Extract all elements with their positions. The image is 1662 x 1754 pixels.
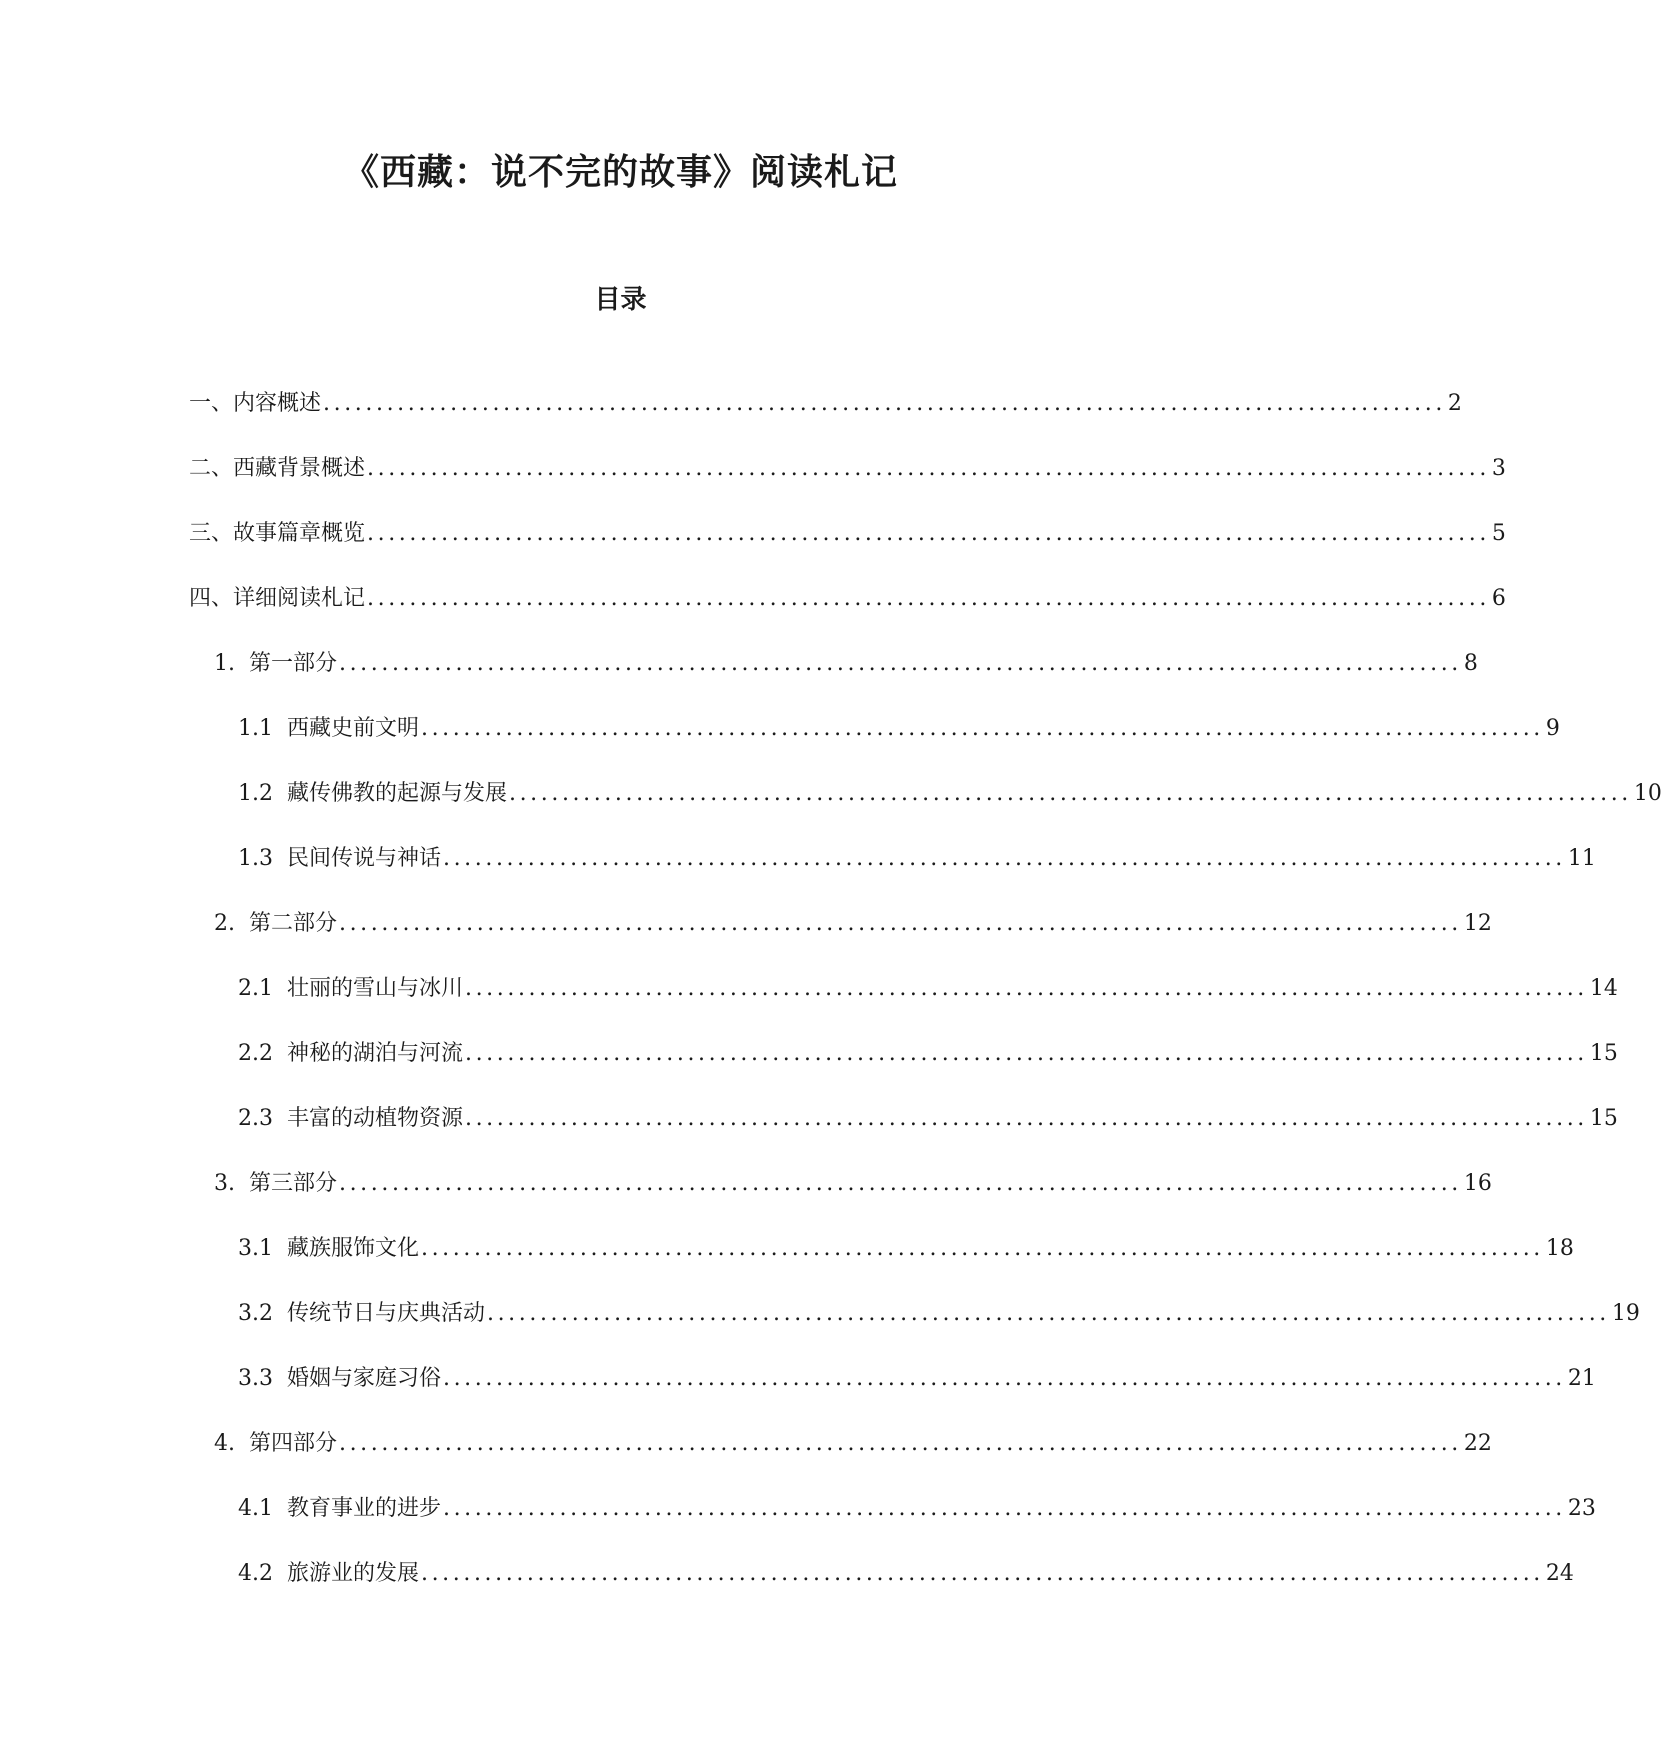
- toc-dot-leader: ..........................................................................................................: [487, 1301, 1610, 1326]
- toc-entry-page: 14: [1589, 976, 1618, 1001]
- toc-dot-leader: ..........................................................................................................: [367, 586, 1490, 611]
- toc-dot-leader: ..........................................................................................................: [339, 911, 1462, 936]
- toc-entry-label: 第四部分: [248, 1431, 337, 1456]
- toc-entry-number: 3.1: [238, 1236, 287, 1261]
- toc-entry-page: 15: [1589, 1106, 1618, 1131]
- toc-entry-number: 2.3: [238, 1106, 287, 1131]
- toc-entry-page: 6: [1491, 586, 1506, 611]
- toc-entry[interactable]: [238, 971, 1618, 1007]
- toc-entry-page: 24: [1545, 1561, 1574, 1586]
- toc-entry-number: 2.: [214, 911, 249, 936]
- toc-dot-leader: ..........................................................................................................: [509, 781, 1632, 806]
- toc-entry-label: 教育事业的进步: [286, 1496, 441, 1521]
- toc-entry-label: 第一部分: [248, 651, 337, 676]
- toc-dot-leader: ..........................................................................................................: [339, 1171, 1462, 1196]
- toc-entry-number: 三、: [189, 521, 234, 546]
- toc-entry-page: 8: [1463, 651, 1478, 676]
- toc-entry[interactable]: [238, 1101, 1618, 1137]
- toc-entry-label: 神秘的湖泊与河流: [286, 1041, 463, 1066]
- toc-entry-page: 3: [1491, 456, 1506, 481]
- toc-heading: 目录: [594, 285, 647, 315]
- toc-dot-leader: ..........................................................................................................: [367, 456, 1490, 481]
- toc-entry-number: 4.2: [238, 1561, 287, 1586]
- toc-entry-label: 内容概述: [233, 391, 322, 416]
- toc-entry-label: 详细阅读札记: [233, 586, 366, 611]
- toc-dot-leader: ..........................................................................................................: [339, 651, 1462, 676]
- toc-entry[interactable]: [238, 711, 1560, 747]
- toc-entry-number: 3.3: [238, 1366, 287, 1391]
- toc-entry-page: 22: [1463, 1431, 1492, 1456]
- document-title: 《西藏：说不完的故事》阅读札记: [342, 151, 898, 193]
- toc-entry-label: 婚姻与家庭习俗: [286, 1366, 441, 1391]
- toc-entry[interactable]: [189, 451, 1506, 487]
- toc-entry-page: 11: [1567, 846, 1596, 871]
- toc-entry-label: 第二部分: [248, 911, 337, 936]
- toc-entry[interactable]: [238, 1556, 1574, 1592]
- toc-entry-label: 壮丽的雪山与冰川: [286, 976, 463, 1001]
- toc-entry-page: 5: [1491, 521, 1506, 546]
- toc-entry-page: 16: [1463, 1171, 1492, 1196]
- toc-entry-label: 旅游业的发展: [286, 1561, 419, 1586]
- toc-entry-label: 故事篇章概览: [233, 521, 366, 546]
- toc-dot-leader: ..........................................................................................................: [465, 976, 1588, 1001]
- toc-entry-label: 西藏背景概述: [233, 456, 366, 481]
- toc-entry-page: 9: [1545, 716, 1560, 741]
- toc-entry-number: 一、: [189, 391, 234, 416]
- toc-entry[interactable]: [238, 841, 1596, 877]
- toc-entry-label: 藏族服饰文化: [286, 1236, 419, 1261]
- toc-entry[interactable]: [189, 581, 1506, 617]
- toc-entry[interactable]: [214, 1426, 1492, 1462]
- toc-entry-label: 民间传说与神话: [286, 846, 441, 871]
- toc-entry-label: 传统节日与庆典活动: [286, 1301, 485, 1326]
- toc-dot-leader: ..........................................................................................................: [323, 391, 1446, 416]
- toc-entry-number: 4.1: [238, 1496, 287, 1521]
- toc-entry-label: 藏传佛教的起源与发展: [286, 781, 507, 806]
- toc-entry-page: 18: [1545, 1236, 1574, 1261]
- toc-entry-number: 2.1: [238, 976, 287, 1001]
- toc-entry-number: 2.2: [238, 1041, 287, 1066]
- toc-entry-number: 1.3: [238, 846, 287, 871]
- toc-entry-number: 四、: [189, 586, 234, 611]
- toc-entry[interactable]: [238, 1231, 1574, 1267]
- toc-dot-leader: ..........................................................................................................: [421, 1236, 1544, 1261]
- toc-entry[interactable]: [214, 646, 1478, 682]
- toc-entry-number: 二、: [189, 456, 234, 481]
- toc-dot-leader: ..........................................................................................................: [465, 1041, 1588, 1066]
- toc-dot-leader: ..........................................................................................................: [443, 846, 1566, 871]
- toc-entry-number: 3.: [214, 1171, 249, 1196]
- toc-entry-page: 19: [1611, 1301, 1640, 1326]
- toc-entry-page: 2: [1447, 391, 1462, 416]
- toc-entry[interactable]: [189, 386, 1462, 422]
- toc-entry-page: 21: [1567, 1366, 1596, 1391]
- toc-entry-page: 10: [1633, 781, 1662, 806]
- toc-entry[interactable]: [238, 1296, 1640, 1332]
- toc-entry-label: 丰富的动植物资源: [286, 1106, 463, 1131]
- toc-entry[interactable]: [238, 776, 1662, 812]
- toc-entry-number: 1.1: [238, 716, 287, 741]
- toc-entry-number: 1.2: [238, 781, 287, 806]
- toc-dot-leader: ..........................................................................................................: [465, 1106, 1588, 1131]
- toc-entry[interactable]: [238, 1491, 1596, 1527]
- toc-entry[interactable]: [214, 1166, 1492, 1202]
- toc-entry-number: 1.: [214, 651, 249, 676]
- toc-entry[interactable]: [214, 906, 1492, 942]
- toc-entry[interactable]: [238, 1361, 1596, 1397]
- toc-entry-page: 23: [1567, 1496, 1596, 1521]
- toc-dot-leader: ..........................................................................................................: [443, 1496, 1566, 1521]
- toc-dot-leader: ..........................................................................................................: [421, 716, 1544, 741]
- toc-entry-number: 4.: [214, 1431, 249, 1456]
- toc-dot-leader: ..........................................................................................................: [339, 1431, 1462, 1456]
- toc-dot-leader: ..........................................................................................................: [367, 521, 1490, 546]
- toc-entry-page: 15: [1589, 1041, 1618, 1066]
- toc-entry[interactable]: [189, 516, 1506, 552]
- toc-dot-leader: ..........................................................................................................: [443, 1366, 1566, 1391]
- toc-entry[interactable]: [238, 1036, 1618, 1072]
- toc-entry-label: 第三部分: [248, 1171, 337, 1196]
- toc-entry-page: 12: [1463, 911, 1492, 936]
- toc-dot-leader: ..........................................................................................................: [421, 1561, 1544, 1586]
- toc-entry-label: 西藏史前文明: [286, 716, 419, 741]
- toc-entry-number: 3.2: [238, 1301, 287, 1326]
